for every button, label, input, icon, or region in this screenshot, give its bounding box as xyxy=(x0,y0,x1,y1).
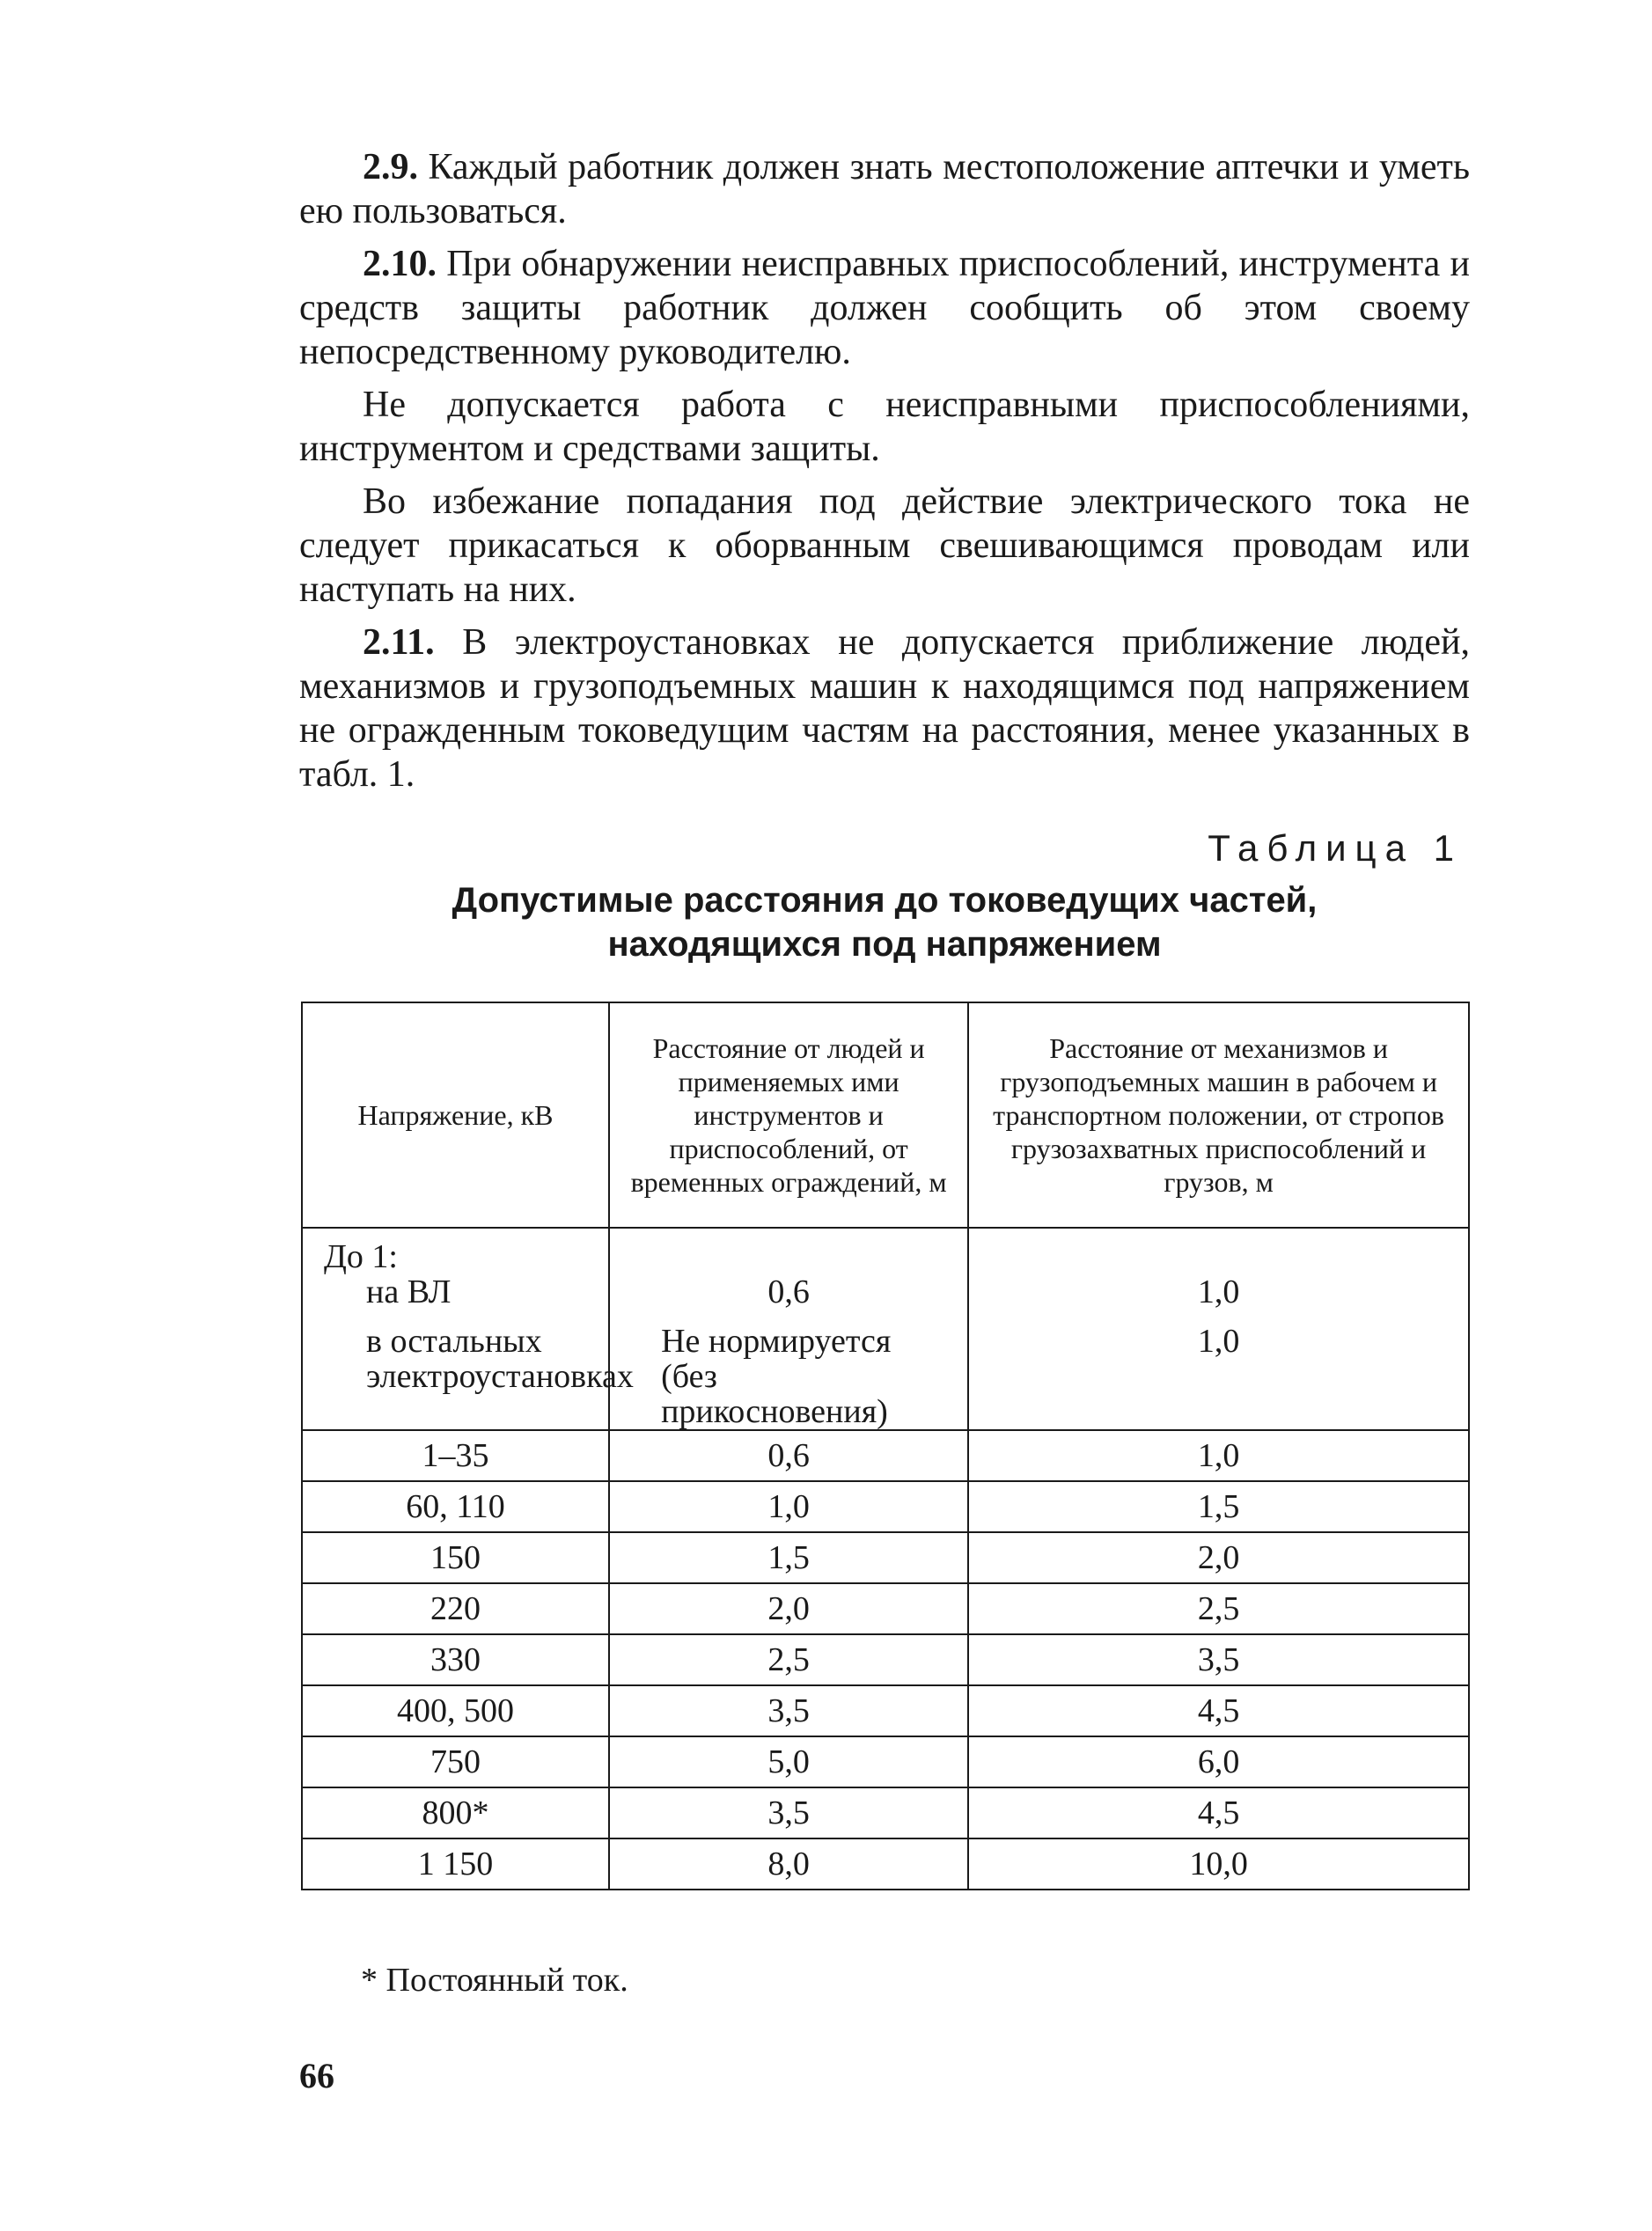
cell-voltage: 1 150 xyxy=(302,1838,609,1890)
table-row xyxy=(302,1532,1469,1583)
table-row xyxy=(302,1481,1469,1532)
cell-people-distance: 1,5 xyxy=(609,1532,968,1583)
table-title-line: находящихся под напряжением xyxy=(607,925,1162,964)
table-row xyxy=(302,1583,1469,1634)
cell-machines-distance: 10,0 xyxy=(968,1838,1469,1890)
voltage-sub-overhead-lines: на ВЛ xyxy=(366,1273,452,1310)
paragraph-2-11 xyxy=(299,620,1470,796)
cell-voltage: 1–35 xyxy=(302,1430,609,1481)
cell-people-distance: 5,0 xyxy=(609,1736,968,1787)
voltage-sub-other-installations: в остальных электроустановках xyxy=(366,1323,634,1395)
paragraph-2-9 xyxy=(299,145,1470,233)
header-machines-distance: Расстояние от механизмов и грузоподъемных машин в рабочем и транспортном положении, от стропов грузозахватных приспособлений и грузов, м xyxy=(968,1002,1469,1228)
table-row xyxy=(302,1838,1469,1890)
cell-people-distance: 3,5 xyxy=(609,1685,968,1736)
body-text xyxy=(299,145,1470,805)
value: 1,0 xyxy=(1197,1323,1240,1360)
value-note: Не нормируется (без прикосновения) xyxy=(661,1323,892,1430)
cell-voltage: 330 xyxy=(302,1634,609,1685)
paragraph-text: Во избежание попадания под действие электрического тока не следует прикасаться к оборванным свешивающимся проводам или наступать на них. xyxy=(299,481,1470,610)
cell-machines-distance: 4,5 xyxy=(968,1685,1469,1736)
page-number: 66 xyxy=(299,2056,334,2095)
cell-machines-distance: 1,0 xyxy=(968,1430,1469,1481)
cell-machines-distance: 1,5 xyxy=(968,1481,1469,1532)
voltage-heading: До 1: xyxy=(324,1238,398,1275)
table-row xyxy=(302,1787,1469,1838)
cell-voltage: 400, 500 xyxy=(302,1685,609,1736)
paragraph-text: Не допускается работа с неисправными приспособлениями, инструментом и средствами защиты. xyxy=(299,385,1470,469)
clause-number: 2.11. xyxy=(363,622,435,663)
paragraph-text: Каждый работник должен знать местоположение аптечки и уметь ею пользоваться. xyxy=(299,147,1470,231)
value: 0,6 xyxy=(767,1273,810,1310)
table-row xyxy=(302,1736,1469,1787)
paragraph-broken-wires xyxy=(299,480,1470,612)
cell-people-distance: 3,5 xyxy=(609,1787,968,1838)
paragraph-text: При обнаружении неисправных приспособлений, инструмента и средств защиты работник должен сообщить об этом своему непосредственному руководителю. xyxy=(299,244,1470,372)
table-row xyxy=(302,1430,1469,1481)
paragraph-text: В электроустановках не допускается приближение людей, механизмов и грузоподъемных машин к находящимся под напряжением не огражденным токоведущим частям на расстояния, менее указанных в табл. 1. xyxy=(299,622,1470,795)
cell-machines-distance: 2,5 xyxy=(968,1583,1469,1634)
cell-machines-distance: 2,0 xyxy=(968,1532,1469,1583)
table-row xyxy=(302,1685,1469,1736)
header-people-distance: Расстояние от людей и применяемых ими инструментов и приспособлений, от временных ограждений, м xyxy=(609,1002,968,1228)
table-row xyxy=(302,1634,1469,1685)
clause-number: 2.9. xyxy=(363,147,418,187)
table-title xyxy=(299,878,1470,966)
table-row-up-to-1kv xyxy=(302,1228,1469,1430)
value: 1,0 xyxy=(1197,1273,1240,1310)
cell-voltage: 60, 110 xyxy=(302,1481,609,1532)
distances-table xyxy=(301,1002,1470,1890)
footnote: * Постоянный ток. xyxy=(361,1962,628,1999)
cell-machines-distance: 3,5 xyxy=(968,1634,1469,1685)
cell-voltage: 750 xyxy=(302,1736,609,1787)
cell-people-distance: 0,6 xyxy=(609,1430,968,1481)
cell-machines-distance: 4,5 xyxy=(968,1787,1469,1838)
cell-machines-distance xyxy=(968,1228,1469,1430)
cell-voltage: 150 xyxy=(302,1532,609,1583)
table-title-line: Допустимые расстояния до токоведущих частей, xyxy=(452,881,1318,920)
cell-voltage: 800* xyxy=(302,1787,609,1838)
cell-people-distance: 8,0 xyxy=(609,1838,968,1890)
paragraph-no-faulty-tools xyxy=(299,383,1470,471)
cell-people-distance: 2,0 xyxy=(609,1583,968,1634)
cell-voltage: 220 xyxy=(302,1583,609,1634)
paragraph-2-10 xyxy=(299,242,1470,374)
cell-people-distance xyxy=(609,1228,968,1430)
clause-number: 2.10. xyxy=(363,244,437,284)
cell-people-distance: 1,0 xyxy=(609,1481,968,1532)
table-label: Таблица 1 xyxy=(1208,827,1463,869)
table-header-row xyxy=(302,1002,1469,1228)
header-voltage: Напряжение, кВ xyxy=(302,1002,609,1228)
cell-machines-distance: 6,0 xyxy=(968,1736,1469,1787)
cell-voltage xyxy=(302,1228,634,1430)
cell-people-distance: 2,5 xyxy=(609,1634,968,1685)
